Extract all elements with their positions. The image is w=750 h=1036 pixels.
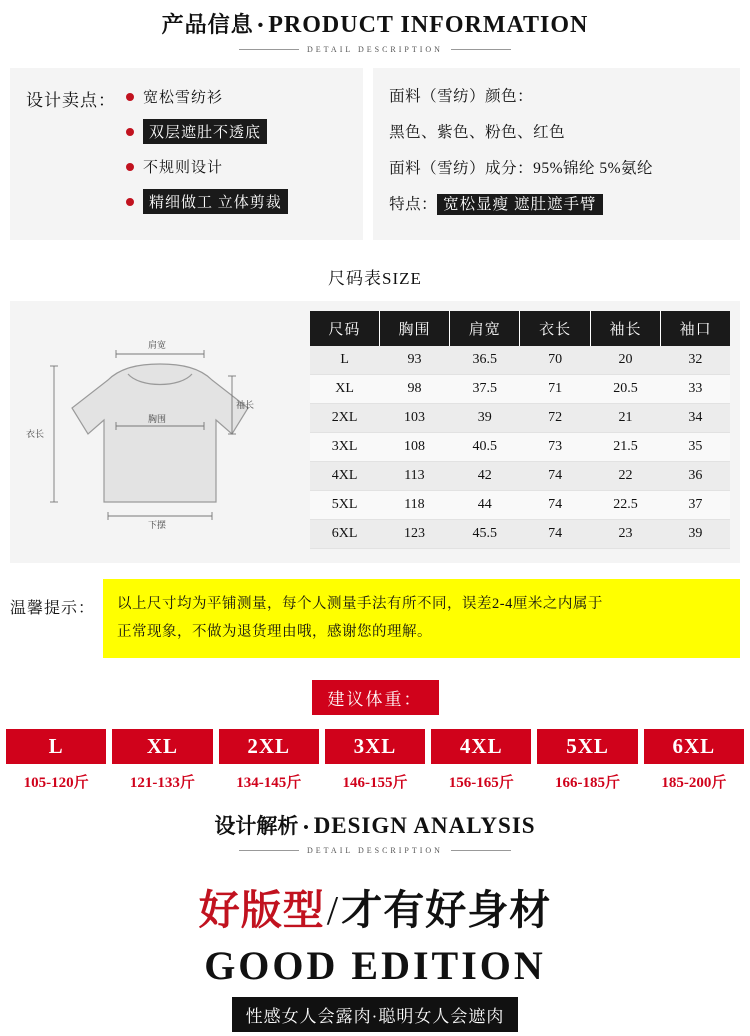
header-subtitle [0,45,750,54]
column-header-sleeve: 袖长 [590,311,660,346]
warm-tips-line-1: 以上尺寸均为平铺测量，每个人测量手法有所不同，误差2-4厘米之内属于 [117,596,603,612]
page-title [0,8,750,39]
recommend-weight-list [6,729,744,792]
size-table-section [10,301,740,563]
design-analysis-subtitle-text: DETAIL DESCRIPTION [307,846,443,856]
fabric-feature [389,192,724,214]
weight-size-label: XL [112,729,212,764]
design-analysis-subtitle [0,846,750,855]
cell-bust: 108 [379,433,449,462]
page-title-en: PRODUCT INFORMATION [268,12,589,38]
table-row [310,520,730,549]
list-item [325,729,425,792]
cell-length: 74 [520,462,590,491]
weight-size-label: 3XL [325,729,425,764]
fabric-panel [373,68,740,240]
cell-length: 73 [520,433,590,462]
cell-size: XL [310,375,379,404]
selling-point-text: 双层遮肚不透底 [143,119,267,144]
divider-left [239,850,299,851]
size-table-title: 尺码表SIZE [328,269,422,288]
list-item [126,156,288,177]
cell-sleeve: 21.5 [590,433,660,462]
diagram-label-sleeve: 袖长 [236,400,255,410]
warm-tips-box [103,579,740,658]
cell-cuff: 39 [661,520,730,549]
cell-cuff: 35 [661,433,730,462]
cell-sleeve: 22.5 [590,491,660,520]
cell-bust: 103 [379,404,449,433]
list-item [126,119,288,144]
table-row [310,375,730,404]
cell-bust: 113 [379,462,449,491]
weight-range-label: 134-145斤 [236,775,302,792]
fabric-color-label: 面料（雪纺）颜色： [389,88,534,105]
column-header-size: 尺码 [310,311,379,346]
diagram-label-bust: 胸围 [148,414,167,424]
weight-range-label: 156-165斤 [448,775,514,792]
warm-tips [10,579,740,658]
selling-point-text: 精细做工 立体剪裁 [143,189,288,214]
recommend-weight-title: 建议体重： [312,680,439,715]
selling-points-list [126,84,288,230]
slogan-line-1 [0,877,750,936]
bullet-icon [126,93,134,101]
list-item [126,86,288,107]
info-panels [10,68,740,240]
table-row [310,404,730,433]
fabric-composition: 面料（雪纺）成分：95%锦纶 5%氨纶 [389,160,654,177]
list-item [644,729,744,792]
weight-size-label: L [6,729,106,764]
cell-length: 72 [520,404,590,433]
cell-shoulder: 36.5 [450,346,520,375]
cell-sleeve: 21 [590,404,660,433]
cell-sleeve: 23 [590,520,660,549]
cell-length: 74 [520,520,590,549]
cell-length: 70 [520,346,590,375]
list-item [112,729,212,792]
cell-sleeve: 20 [590,346,660,375]
weight-range-label: 146-155斤 [342,775,408,792]
fabric-feature-label: 特点： [389,196,438,213]
diagram-label-length: 衣长 [26,429,45,439]
column-header-length: 衣长 [520,311,590,346]
selling-points-label: 设计卖点： [26,91,116,110]
cell-size: 3XL [310,433,379,462]
header-subtitle-text: DETAIL DESCRIPTION [307,45,443,54]
cell-shoulder: 37.5 [450,375,520,404]
cell-sleeve: 20.5 [590,375,660,404]
cell-cuff: 37 [661,491,730,520]
cell-length: 71 [520,375,590,404]
slogan-line-2: GOOD EDITION [204,943,546,989]
cell-bust: 118 [379,491,449,520]
slogan-slash: / [326,887,340,934]
cell-bust: 98 [379,375,449,404]
slogan-rest: 才有好身材 [341,887,552,934]
weight-range-label: 105-120斤 [23,775,89,792]
selling-points-panel [10,68,363,240]
weight-size-label: 4XL [431,729,531,764]
cell-cuff: 33 [661,375,730,404]
diagram-label-hem: 下摆 [148,520,167,530]
column-header-shoulder: 肩宽 [450,311,520,346]
cell-cuff: 36 [661,462,730,491]
list-item [431,729,531,792]
weight-range-label: 121-133斤 [129,775,195,792]
column-header-bust: 胸围 [379,311,449,346]
table-row [310,346,730,375]
weight-size-label: 5XL [537,729,637,764]
list-item [6,729,106,792]
size-table [310,311,730,549]
page-title-cn: 产品信息 [161,12,254,37]
list-item [219,729,319,792]
bullet-icon [126,163,134,171]
warm-tips-label: 温馨提示： [10,600,96,617]
cell-cuff: 34 [661,404,730,433]
table-row [310,433,730,462]
cell-shoulder: 42 [450,462,520,491]
table-row [310,462,730,491]
weight-size-label: 6XL [644,729,744,764]
slogan-line-3: 性感女人会露肉·聪明女人会遮肉 [232,997,519,1032]
bullet-icon [126,198,134,206]
design-analysis-dot: • [303,818,309,836]
cell-shoulder: 39 [450,404,520,433]
design-analysis-title-en: DESIGN ANALYSIS [313,813,536,839]
title-dot: • [257,16,265,34]
weight-range-label: 185-200斤 [661,775,727,792]
cell-shoulder: 40.5 [450,433,520,462]
cell-size: 4XL [310,462,379,491]
cell-length: 74 [520,491,590,520]
bullet-icon [126,128,134,136]
selling-point-text: 不规则设计 [143,160,224,176]
weight-range-label: 166-185斤 [555,775,621,792]
weight-size-label: 2XL [219,729,319,764]
design-analysis-title [0,810,750,840]
cell-size: L [310,346,379,375]
product-info-header [0,0,750,54]
column-header-cuff: 袖口 [661,311,730,346]
divider-left [239,49,299,50]
divider-right [451,850,511,851]
design-analysis-header [0,810,750,855]
warm-tips-line-2: 正常现象，不做为退货理由哦，感谢您的理解。 [117,623,433,640]
list-item [537,729,637,792]
cell-bust: 93 [379,346,449,375]
list-item [126,189,288,214]
cell-shoulder: 44 [450,491,520,520]
selling-point-text: 宽松雪纺衫 [143,90,224,106]
cell-bust: 123 [379,520,449,549]
size-table-area [310,311,740,549]
cell-size: 5XL [310,491,379,520]
slogan-highlight: 好版型 [198,887,325,934]
divider-right [451,49,511,50]
cell-size: 2XL [310,404,379,433]
fabric-colors: 黑色、紫色、粉色、红色 [389,124,566,141]
garment-diagram [10,311,310,549]
slogan-block [0,877,750,1032]
table-header-row [310,311,730,346]
diagram-label-shoulder: 肩宽 [148,340,167,350]
cell-cuff: 32 [661,346,730,375]
cell-sleeve: 22 [590,462,660,491]
table-row [310,491,730,520]
fabric-feature-value: 宽松显瘦 遮肚遮手臂 [437,194,602,215]
design-analysis-title-cn: 设计解析 [214,814,299,839]
cell-size: 6XL [310,520,379,549]
garment-diagram-svg [20,330,300,530]
recommend-weight-header [0,680,750,715]
cell-shoulder: 45.5 [450,520,520,549]
